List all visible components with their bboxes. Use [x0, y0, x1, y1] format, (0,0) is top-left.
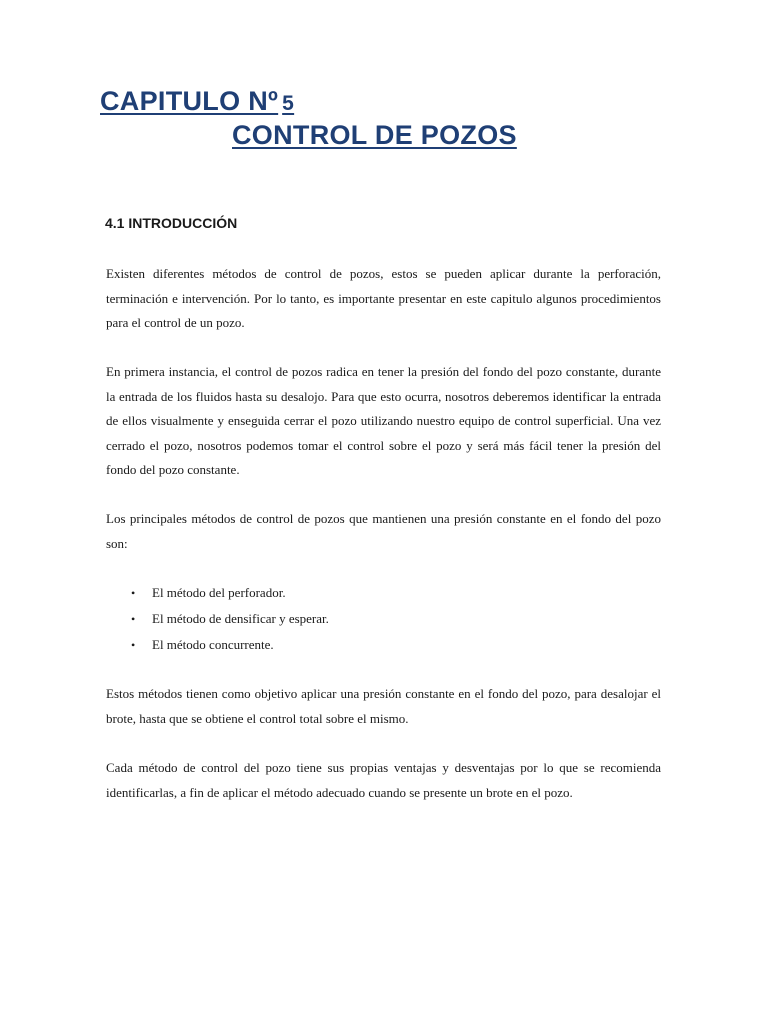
bullet-icon: • [131, 586, 136, 600]
paragraph-advantages: Cada método de control del pozo tiene sus propias ventajas y desventajas por lo que se recomienda identificarlas, a fin de aplicar el método adecuado cuando se presente un brote en el pozo. [106, 760, 661, 800]
list-item-text: El método concurrente. [152, 637, 274, 652]
chapter-label-text: CAPITULO Nº [100, 86, 279, 116]
chapter-title: CONTROL DE POZOS [232, 120, 517, 150]
paragraph-objective: Estos métodos tienen como objetivo aplicar una presión constante en el fondo del pozo, para desalojar el brote, hasta que se obtiene el control total sobre el mismo. [106, 686, 661, 726]
paragraph-intro: Existen diferentes métodos de control de pozos, estos se pueden aplicar durante la perforación, terminación e intervención. Por lo tanto, es importante presentar en este capitulo algunos procedimientos para el control de un pozo. [106, 266, 661, 330]
chapter-label [100, 86, 294, 117]
bullet-icon: • [131, 638, 136, 652]
bullet-icon: • [131, 612, 136, 626]
list-item [106, 632, 329, 658]
paragraph-main-methods: Los principales métodos de control de pozos que mantienen una presión constante en el fondo del pozo son: [106, 511, 661, 551]
list-item-text: El método del perforador. [152, 585, 286, 600]
methods-list [106, 580, 329, 658]
list-item [106, 580, 329, 606]
paragraph-first-instance: En primera instancia, el control de pozos radica en tener la presión del fondo del pozo constante, durante la entrada de los fluidos hasta su desalojo. Para que esto ocurra, nosotros deberemos identificar la entrada de ellos visualmente y enseguida cerrar el pozo utilizando nuestro equipo de control superficial. Una vez cerrado el pozo, nosotros podemos tomar el control sobre el pozo y será más fácil tener la presión del fondo del pozo constante. [106, 364, 661, 477]
section-heading: 4.1 INTRODUCCIÓN [105, 215, 238, 231]
list-item [106, 606, 329, 632]
chapter-number: 5 [282, 92, 295, 115]
list-item-text: El método de densificar y esperar. [152, 611, 329, 626]
